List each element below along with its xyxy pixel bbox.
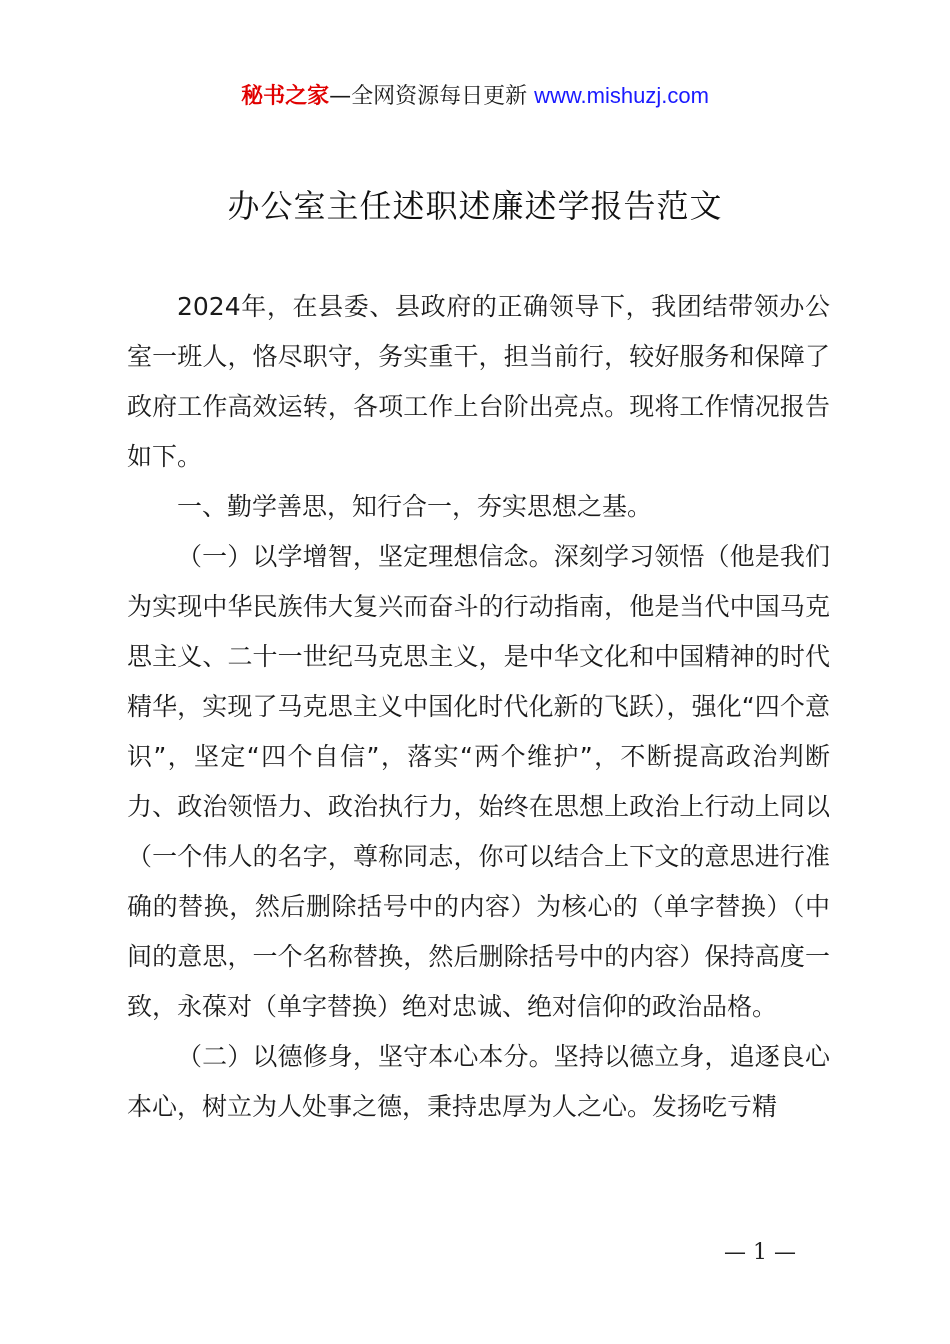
banner-tagline: —全网资源每日更新 <box>329 84 528 109</box>
section-heading-1: 一、勤学善思，知行合一，夯实思想之基。 <box>177 492 653 521</box>
brand-name: 秘书之家 <box>241 84 330 109</box>
paragraph-section-1-2: （二）以德修身，坚守本心本分。坚持以德立身，追逐良心本心，树立为人处事之德，秉持忠厚为人之心。发扬吃亏精 <box>127 1042 830 1121</box>
paragraph-intro: 2024年，在县委、县政府的正确领导下，我团结带领办公室一班人，恪尽职守，务实重干，担当前行，较好服务和保障了政府工作高效运转，各项工作上台阶出亮点。现将工作情况报告如下。 <box>127 292 830 471</box>
paragraph-section-1-1: （一）以学增智，坚定理想信念。深刻学习领悟（他是我们为实现中华民族伟大复兴而奋斗的行动指南，他是当代中国马克思主义、二十一世纪马克思主义，是中华文化和中国精神的时代精华，实现了马克思主义中国化时代化新的飞跃），强化“四个意识”，坚定“四个自信”，落实“两个维护”，不断提高政治判断力、政治领悟力、政治执行力，始终在思想上政治上行动上同以（一个伟人的名字，尊称同志，你可以结合上下文的意思进行准确的替换，然后删除括号中的内容）为核心的（单字替换）（中间的意思，一个名称替换，然后删除括号中的内容）保持高度一致，永葆对（单字替换）绝对忠诚、绝对信仰的政治品格。 <box>127 542 830 1021</box>
document-body <box>127 282 830 1132</box>
document-title: 办公室主任述职述廉述学报告范文 <box>227 187 723 225</box>
page-number: — 1 — <box>724 1240 796 1265</box>
site-banner <box>0 80 950 113</box>
site-url-link[interactable]: www.mishuzj.com <box>534 83 709 108</box>
